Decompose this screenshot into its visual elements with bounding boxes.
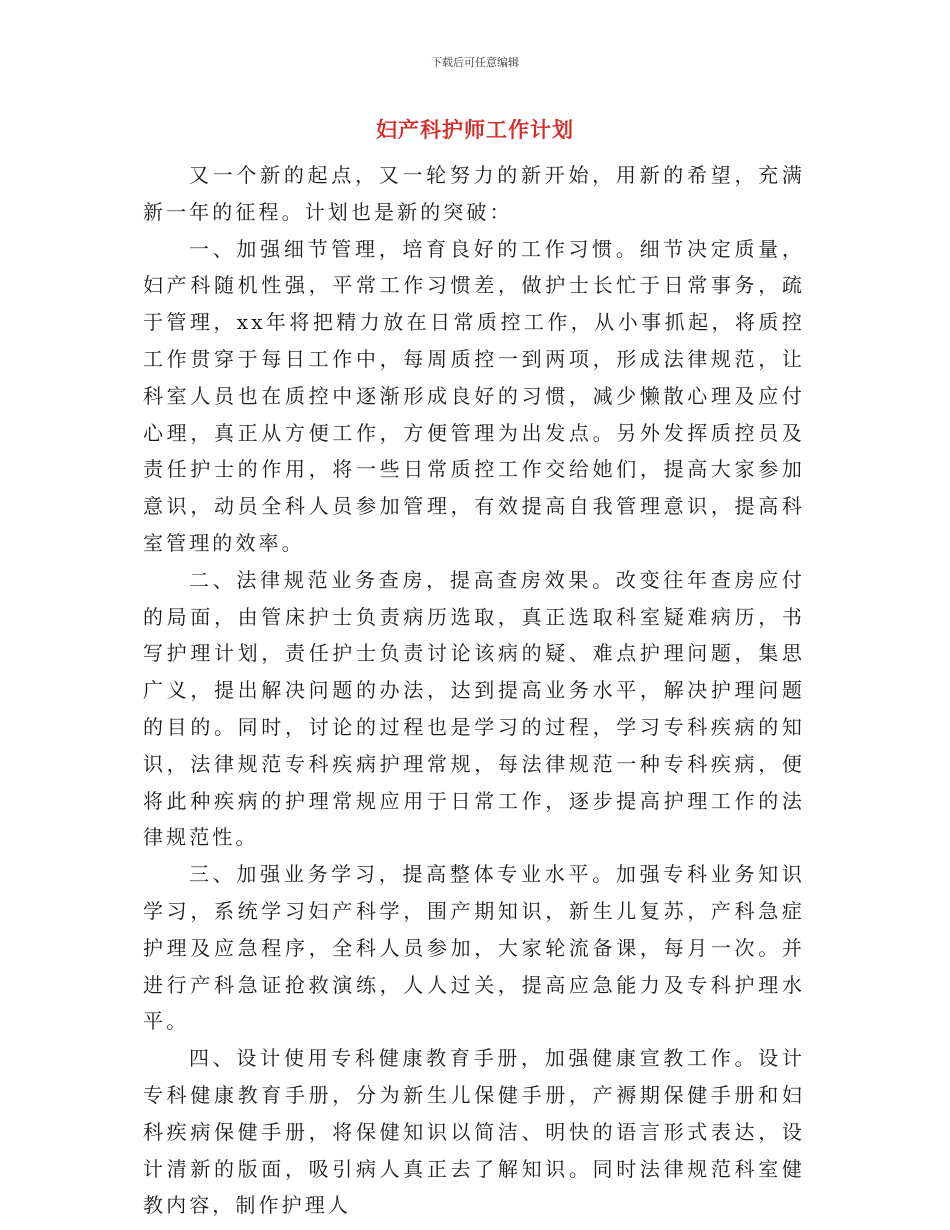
paragraph-section-1: 一、加强细节管理，培育良好的工作习惯。细节决定质量，妇产科随机性强，平常工作习惯差，做护士长忙于日常事务，疏于管理，xx年将把精力放在日常质控工作，从小事抓起，将质控工作贯穿于每日工作中，每周质控一到两项，形成法律规范，让科室人员也在质控中逐渐形成良好的习惯，减少懒散心理及应付心理，真正从方便工作，方便管理为出发点。另外发挥质控员及责任护士的作用，将一些日常质控工作交给她们，提高大家参加意识，动员全科人员参加管理，有效提高自我管理意识，提高科室管理的效率。 — [143, 236, 805, 555]
document-title: 妇产科护师工作计划 — [376, 117, 574, 142]
paragraph-section-4: 四、设计使用专科健康教育手册，加强健康宣教工作。设计专科健康教育手册，分为新生儿保健手册，产褥期保健手册和妇科疾病保健手册，将保健知识以简洁、明快的语言形式表达，设计清新的版面，吸引病人真正去了解知识。同时法律规范科室健教内容，制作护理人 — [143, 1046, 805, 1218]
paragraph-intro: 又一个新的起点，又一轮努力的新开始，用新的希望，充满新一年的征程。计划也是新的突破： — [143, 163, 805, 224]
header-note: 下载后可任意编辑 — [431, 56, 519, 69]
document-body — [143, 157, 805, 1224]
paragraph-section-3: 三、加强业务学习，提高整体专业水平。加强专科业务知识学习，系统学习妇产科学，围产期知识，新生儿复苏，产科急症护理及应急程序，全科人员参加，大家轮流备课，每月一次。并进行产科急证抢救演练，人人过关，提高应急能力及专科护理水平。 — [143, 862, 805, 1034]
paragraph-section-2: 二、法律规范业务查房，提高查房效果。改变往年查房应付的局面，由管床护士负责病历选取，真正选取科室疑难病历，书写护理计划，责任护士负责讨论该病的疑、难点护理问题，集思广义，提出解决问题的办法，达到提高业务水平，解决护理问题的目的。同时，讨论的过程也是学习的过程，学习专科疾病的知识，法律规范专科疾病护理常规，每法律规范一种专科疾病，便将此种疾病的护理常规应用于日常工作，逐步提高护理工作的法律规范性。 — [143, 567, 805, 850]
